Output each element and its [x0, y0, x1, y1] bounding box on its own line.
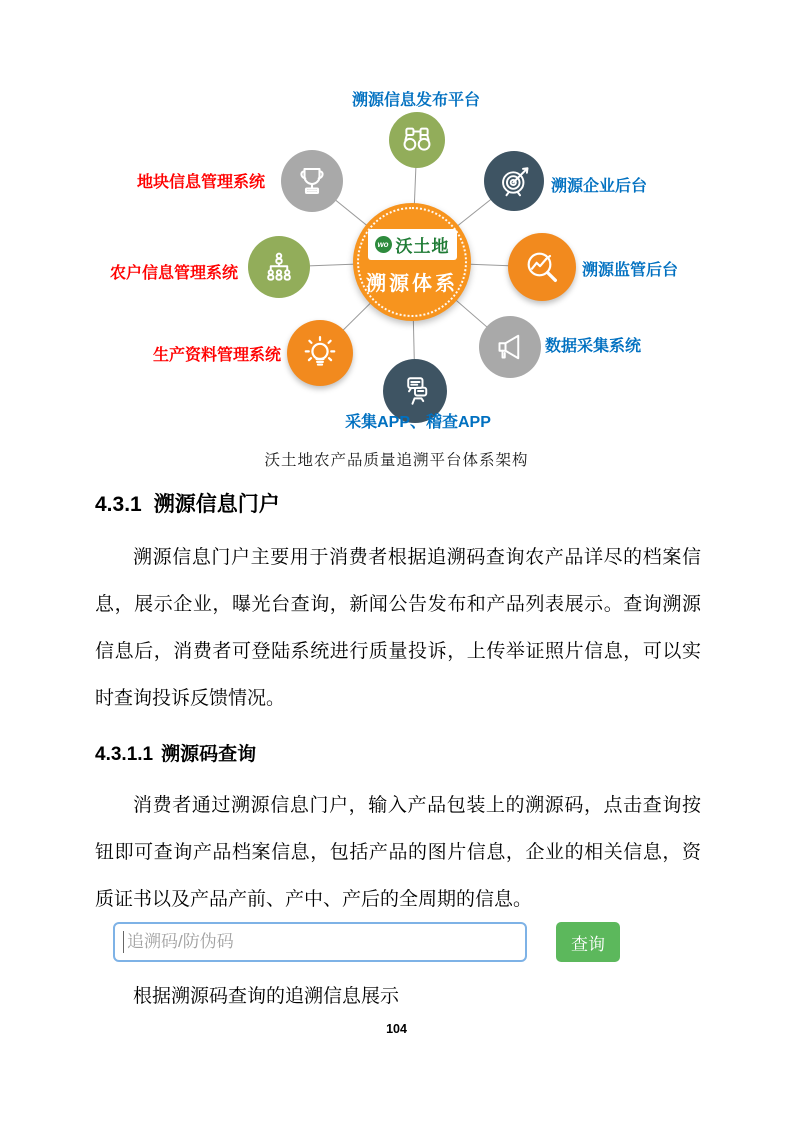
- megaphone-icon: [492, 329, 528, 365]
- wotudi-logo: [368, 229, 457, 260]
- node-regulator-backend: [508, 233, 576, 301]
- heading-number: 4.3.1: [95, 493, 142, 516]
- magnifier-chart-icon: [522, 247, 562, 287]
- wotudi-logo-text: 沃土地: [395, 236, 450, 256]
- target-icon: [496, 163, 532, 199]
- chat-hand-icon: [397, 373, 433, 409]
- diagram-center-title: 溯源体系: [366, 272, 458, 295]
- heading-title: 溯源码查询: [161, 744, 257, 765]
- node-publish-platform: [389, 112, 445, 168]
- label-plot-info: 地块信息管理系统: [136, 174, 265, 191]
- node-enterprise-backend: [484, 151, 544, 211]
- org-people-icon: [261, 249, 297, 285]
- trophy-icon: [294, 163, 330, 199]
- label-regulator-backend: 溯源监管后台: [582, 262, 679, 279]
- node-farmer-info: [248, 236, 310, 298]
- label-apps: 采集APP、稽查APP: [345, 414, 491, 431]
- node-plot-info: [281, 150, 343, 212]
- section-heading-431: [95, 488, 280, 518]
- label-farmer-info: 农户信息管理系统: [109, 265, 238, 282]
- trace-code-input-wrap: [113, 922, 527, 962]
- paragraph-query-description: 消费者通过溯源信息门户，输入产品包装上的溯源码，点击查询按钮即可查询产品档案信息，包括产品的图片信息，企业的相关信息，资质证书以及产品产前、产中、产后的全周期的信息。: [95, 795, 701, 910]
- query-button[interactable]: 查询: [556, 922, 620, 962]
- trace-code-input[interactable]: [113, 922, 527, 962]
- node-data-collection: [479, 316, 541, 378]
- binoculars-icon: [400, 123, 434, 157]
- diagram-caption: 沃土地农产品质量追溯平台体系架构: [264, 452, 529, 469]
- paragraph-portal-description: 溯源信息门户主要用于消费者根据追溯码查询农产品详尽的档案信息，展示企业，曝光台查询，新闻公告发布和产品列表展示。查询溯源信息后，消费者可登陆系统进行质量投诉，上传举证照片信息，可以实时查询投诉反馈情况。: [95, 547, 701, 709]
- heading-number: 4.3.1.1: [95, 744, 154, 765]
- label-enterprise-backend: 溯源企业后台: [551, 178, 648, 195]
- label-data-collection: 数据采集系统: [545, 338, 642, 355]
- text-cursor: [123, 931, 124, 953]
- query-result-note: 根据溯源码查询的追溯信息展示: [133, 986, 400, 1007]
- node-production-material: [287, 320, 353, 386]
- heading-title: 溯源信息门户: [153, 493, 280, 516]
- page-number: 104: [386, 1022, 407, 1036]
- label-publish-platform: 溯源信息发布平台: [351, 92, 481, 109]
- lightbulb-icon: [301, 334, 339, 372]
- section-heading-4311: [95, 739, 256, 766]
- wotudi-logo-icon: wo: [375, 236, 392, 253]
- diagram-center-node: [353, 203, 471, 321]
- label-production-material: 生产资料管理系统: [152, 347, 281, 364]
